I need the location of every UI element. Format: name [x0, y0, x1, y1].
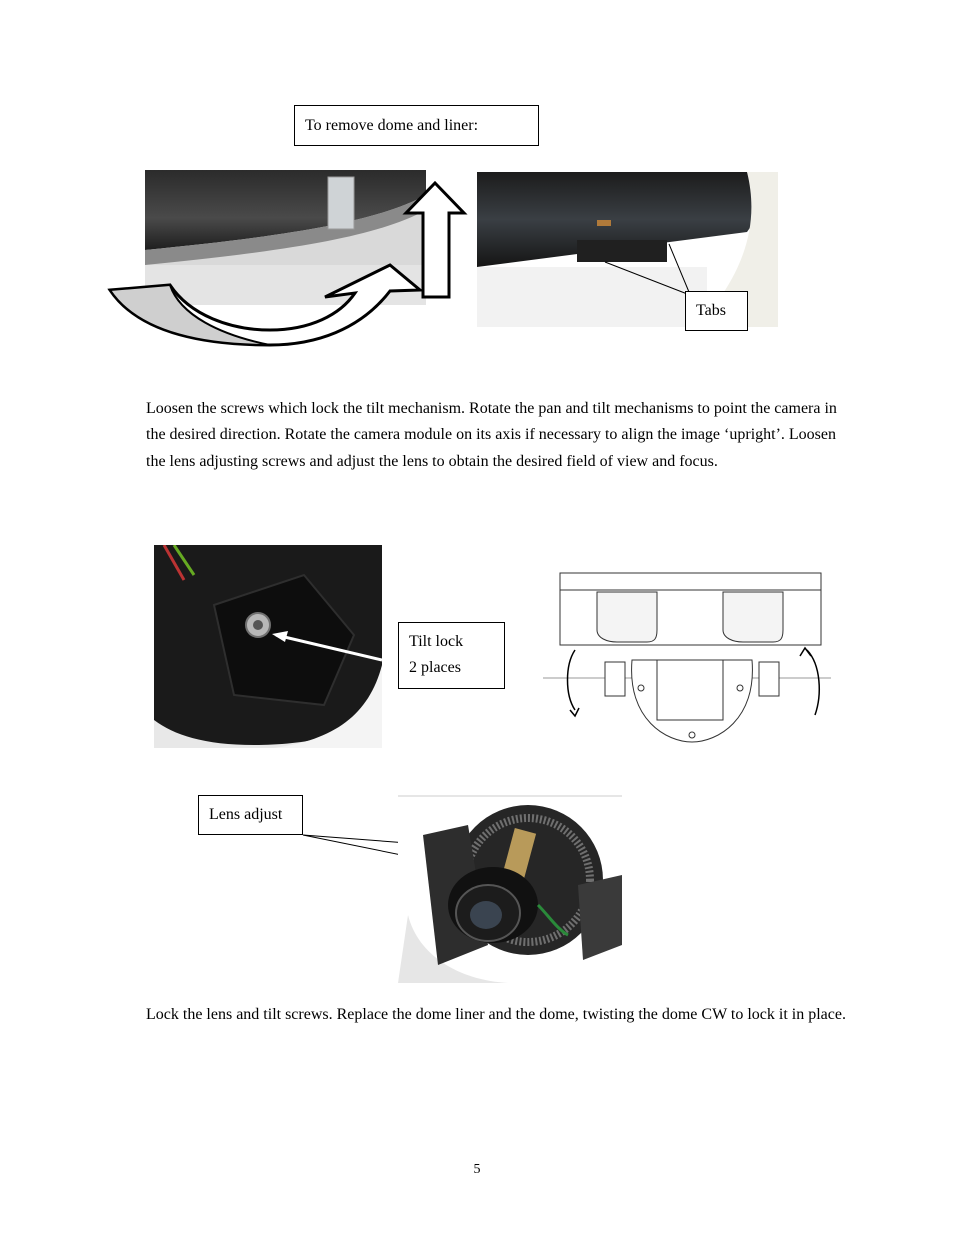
- rotate-left-arrow-icon: [568, 650, 576, 710]
- tabs-callout: [685, 291, 748, 331]
- tilt-lock-callout: [398, 622, 505, 689]
- dome-removal-photo: [100, 165, 470, 355]
- remove-dome-callout: [294, 105, 539, 146]
- lens-adjust-label: Lens adjust: [209, 806, 283, 823]
- tilt-lock-label-line2: 2 places: [409, 659, 461, 676]
- lens-adjust-callout: [198, 795, 303, 835]
- pan-tilt-diagram: [537, 570, 833, 752]
- tabs-label: Tabs: [696, 302, 726, 319]
- lens-module-photo: [398, 795, 622, 983]
- instructions-paragraph-loosen: Loosen the screws which lock the tilt mechanism. Rotate the pan and tilt mechanisms to point the camera in the desired direction. Rotate the camera module on its axis if necessary to align the image ‘upright’. Loosen the lens adjusting screws and adjust the lens to obtain the desired field of view and focus.: [146, 400, 837, 470]
- tilt-lock-label-line1: Tilt lock: [409, 633, 464, 650]
- instructions-paragraph-lock: Lock the lens and tilt screws. Replace the dome liner and the dome, twisting the dome CW to lock it in place.: [146, 1006, 846, 1023]
- tilt-lock-photo: [154, 545, 382, 748]
- rotate-right-arrow-icon: [807, 650, 819, 715]
- page-number: 5: [473, 1162, 481, 1177]
- remove-dome-label: To remove dome and liner:: [305, 117, 479, 134]
